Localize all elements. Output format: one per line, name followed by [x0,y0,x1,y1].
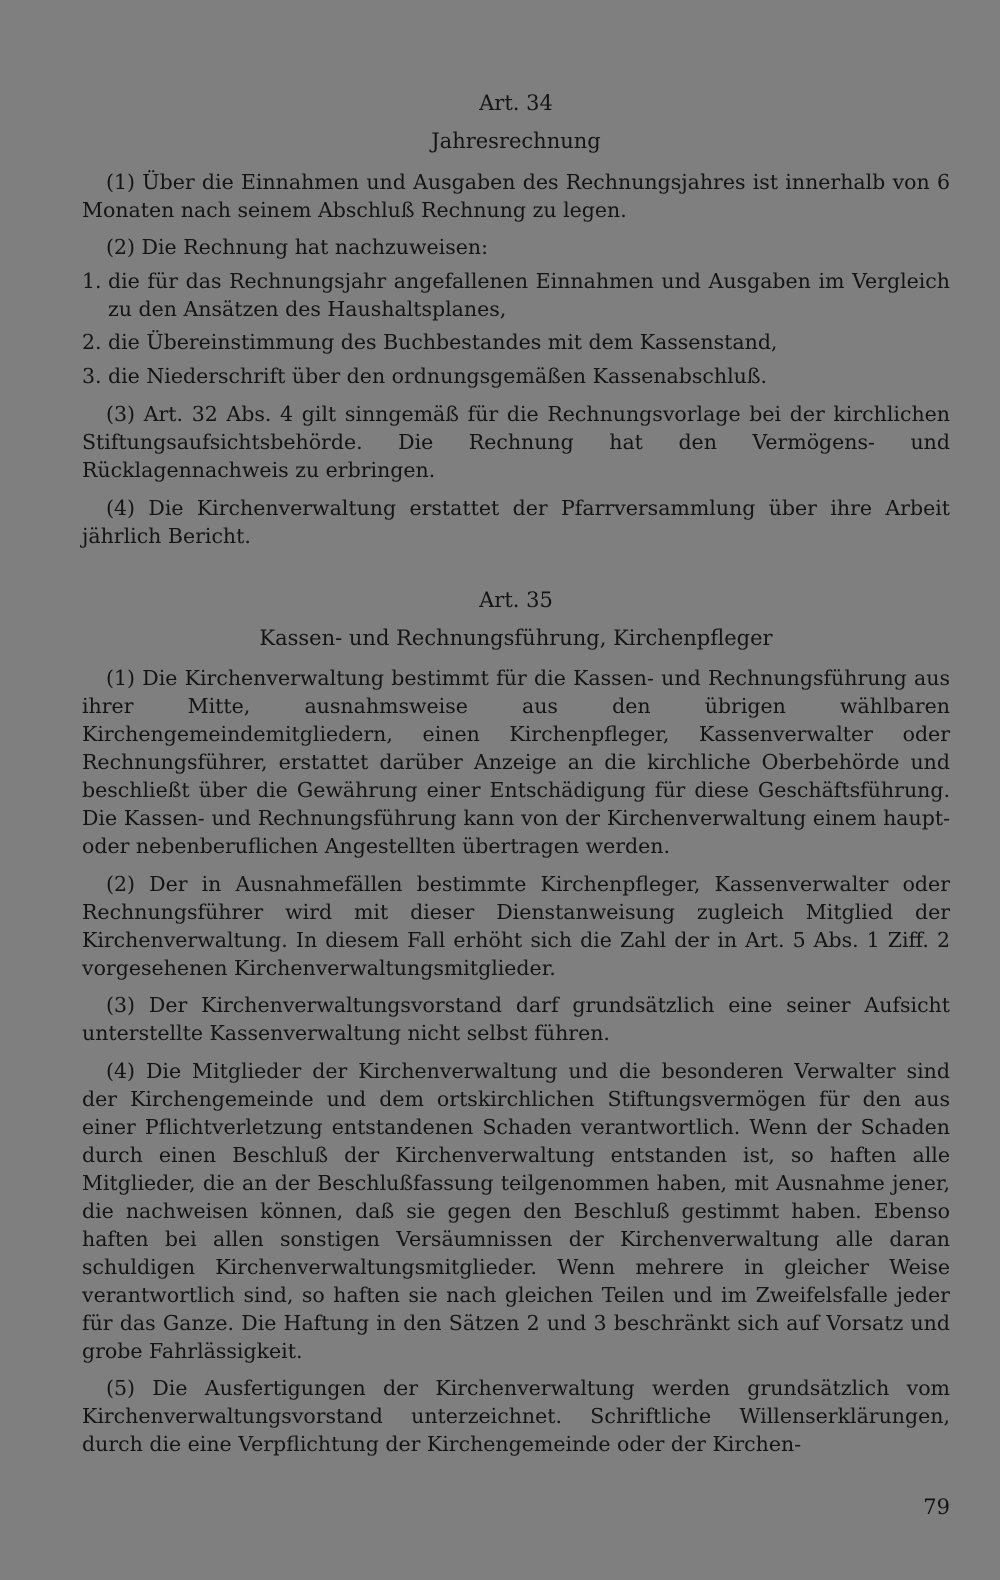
page-number: 79 [923,1495,950,1519]
article-34-paragraph-3: (3) Art. 32 Abs. 4 gilt sinngemäß für die Rechnungsvorlage bei der kirchlichen Stiftungsaufsichtsbehörde. Die Rechnung hat den Vermögens- und Rücklagennachweis zu erbringen. [82,402,950,482]
article-35-paragraph-5: (5) Die Ausfertigungen der Kirchenverwaltung werden grundsätzlich vom Kirchenverwaltungsvorstand unterzeichnet. Schriftliche Willenserklärungen, durch die eine Verpflichtung der Kirchengemeinde oder der Kirchen- [82,1376,950,1456]
article-34-list-item-1 [82,267,950,323]
document-page [82,0,950,1580]
article-34-paragraph-1: (1) Über die Einnahmen und Ausgaben des Rechnungsjahres ist innerhalb von 6 Monaten nach seinem Abschluß Rechnung zu legen. [82,170,950,222]
list-text: die Niederschrift über den ordnungsgemäßen Kassenabschluß. [108,364,768,388]
article-35-paragraph-1: (1) Die Kirchenverwaltung bestimmt für die Kassen- und Rechnungsführung aus ihrer Mitte, ausnahmsweise aus den übrigen wählbaren Kirchengemeindemitgliedern, einen Kirchenpfleger, Kassenverwalter oder Rechnungsführer, erstattet darüber Anzeige an die kirchliche Oberbehörde und beschließt über die Gewährung einer Entschädigung für diese Geschäftsführung. Die Kassen- und Rechnungsführung kann von der Kirchenverwaltung einem haupt- oder nebenberuflichen Angestellten übertragen werden. [82,666,950,858]
article-34-paragraph-4: (4) Die Kirchenverwaltung erstattet der Pfarrversammlung über ihre Arbeit jährlich Bericht. [82,496,950,548]
list-number: 1. [82,269,102,293]
article-35-paragraph-4: (4) Die Mitglieder der Kirchenverwaltung und die besonderen Verwalter sind der Kirchengemeinde und dem ortskirchlichen Stiftungsvermögen für den aus einer Pflichtverletzung entstandenen Schaden verantwortlich. Wenn der Schaden durch einen Beschluß der Kirchenverwaltung entstanden ist, so haften alle Mitglieder, die an der Beschlußfassung teilgenommen haben, mit Ausnahme jener, die nachweisen können, daß sie gegen den Beschluß gestimmt haben. Ebenso haften bei allen sonstigen Versäumnissen der Kirchenverwaltung alle daran schuldigen Kirchenverwaltungsmitglieder. Wenn mehrere in gleicher Weise verantwortlich sind, so haften sie nach gleichen Teilen und im Zweifelsfalle jeder für das Ganze. Die Haftung in den Sätzen 2 und 3 beschränkt sich auf Vorsatz und grobe Fahrlässigkeit. [82,1059,950,1363]
article-34-title: Jahresrechnung [431,129,601,153]
article-34-number: Art. 34 [479,91,553,115]
article-34-list-item-2 [82,328,950,356]
article-35-paragraph-3: (3) Der Kirchenverwaltungsvorstand darf grundsätzlich eine seiner Aufsicht unterstellte Kassenverwaltung nicht selbst führen. [82,993,950,1045]
list-text: die Übereinstimmung des Buchbestandes mit dem Kassenstand, [108,330,778,354]
article-35-number: Art. 35 [479,588,553,612]
article-34-list-item-3 [82,362,950,390]
list-number: 3. [82,364,102,388]
article-35-paragraph-2: (2) Der in Ausnahmefällen bestimmte Kirchenpfleger, Kassenverwalter oder Rechnungsführer wird mit dieser Dienstanweisung zugleich Mitglied der Kirchenverwaltung. In diesem Fall erhöht sich die Zahl der in Art. 5 Abs. 1 Ziff. 2 vorgesehenen Kirchenverwaltungsmitglieder. [82,872,950,980]
list-text: die für das Rechnungsjahr angefallenen Einnahmen und Ausgaben im Vergleich zu den Ansätzen des Haushaltsplanes, [108,269,950,321]
article-34-paragraph-2-intro: (2) Die Rechnung hat nachzuweisen: [106,235,488,259]
article-35-title: Kassen- und Rechnungsführung, Kirchenpfleger [259,626,773,650]
list-number: 2. [82,330,102,354]
